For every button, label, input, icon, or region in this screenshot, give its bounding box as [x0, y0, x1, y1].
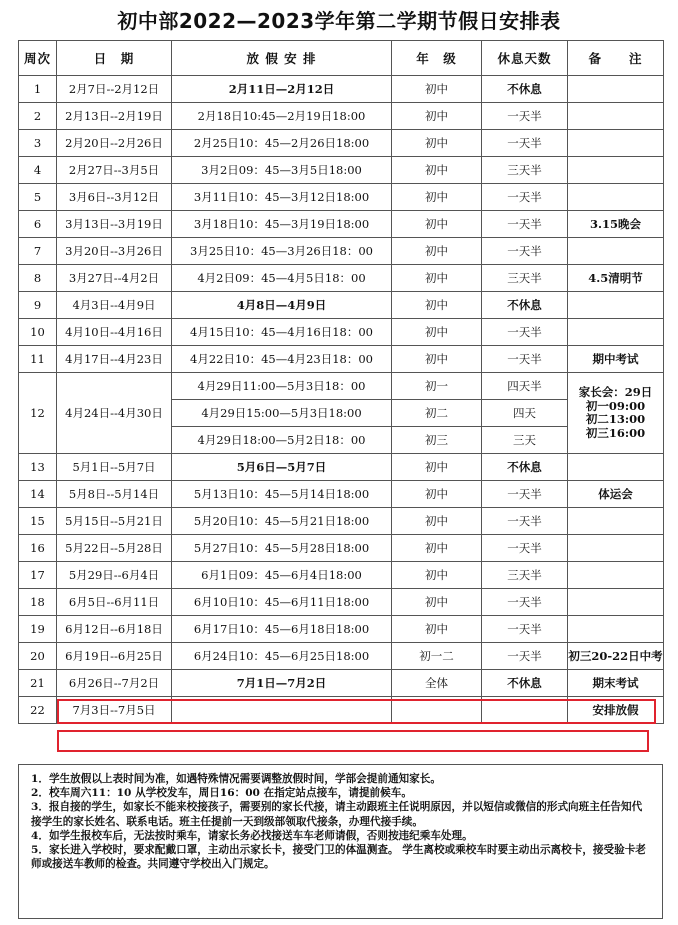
date-cell: 2月20日--2月26日: [57, 130, 172, 157]
days-cell: 一天半: [482, 508, 568, 535]
remark-cell: [568, 130, 664, 157]
plan-cell: 6月10日10：45—6月11日18:00: [172, 589, 392, 616]
week-cell: 12: [19, 373, 57, 454]
grade-cell: 初一: [392, 373, 482, 400]
table-row: [19, 670, 664, 697]
date-cell: 5月1日--5月7日: [57, 454, 172, 481]
plan-cell: 6月1日09：45—6月4日18:00: [172, 562, 392, 589]
week-cell: 20: [19, 643, 57, 670]
grade-cell: 初中: [392, 265, 482, 292]
grade-cell: 初中: [392, 157, 482, 184]
days-cell: 不休息: [482, 670, 568, 697]
date-cell: 6月5日--6月11日: [57, 589, 172, 616]
note-line: 5．家长进入学校时，要求配戴口罩，主动出示家长卡，接受门卫的体温测查。 学生离校或乘校车时要主动出示离校卡，接受验卡老师或接送车教师的检查。共同遵守学校出入门规定。: [31, 844, 646, 871]
remark-cell: 4.5清明节: [568, 265, 664, 292]
header-grade: 年 级: [392, 41, 482, 76]
grade-cell: 初一二: [392, 643, 482, 670]
week-cell: 19: [19, 616, 57, 643]
note-line: 1．学生放假以上表时间为准，如遇特殊情况需要调整放假时间，学部会提前通知家长。: [31, 773, 441, 785]
remark-cell: [568, 319, 664, 346]
week-cell: 16: [19, 535, 57, 562]
note-line: 3．报自接的学生，如家长不能来校接孩子，需要别的家长代接，请主动跟班主任说明原因，并以短信或微信的形式向班主任告知代接学生的家长姓名、联系电话。班主任提前一天到级部领取代接条，办理代接手续。: [31, 801, 643, 828]
highlight-row-22: [57, 730, 649, 752]
grade-cell: 初中: [392, 292, 482, 319]
date-cell: 4月17日--4月23日: [57, 346, 172, 373]
header-days: 休息天数: [482, 41, 568, 76]
table-row: [19, 616, 664, 643]
date-cell: 3月6日--3月12日: [57, 184, 172, 211]
date-cell: 7月3日--7月5日: [57, 697, 172, 724]
table-row: [19, 589, 664, 616]
plan-cell: 4月8日—4月9日: [172, 292, 392, 319]
remark-cell: [568, 589, 664, 616]
grade-cell: 初中: [392, 454, 482, 481]
remark-cell: [568, 76, 664, 103]
date-cell: 3月20日--3月26日: [57, 238, 172, 265]
table-row: [19, 292, 664, 319]
table-row: [19, 211, 664, 238]
plan-cell: 5月13日10：45—5月14日18:00: [172, 481, 392, 508]
days-cell: 一天半: [482, 238, 568, 265]
table-row: [19, 346, 664, 373]
page-title: 初中部2022—2023学年第二学期节假日安排表: [117, 9, 561, 33]
grade-cell: 初三: [392, 427, 482, 454]
days-cell: 四天半: [482, 373, 568, 400]
remark-cell: 期中考试: [568, 346, 664, 373]
days-cell: 不休息: [482, 454, 568, 481]
table-row: [19, 508, 664, 535]
week-cell: 17: [19, 562, 57, 589]
note-line: 2．校车周六11：10 从学校发车，周日16：00 在指定站点接车，请提前候车。: [31, 787, 412, 800]
plan-cell: 4月29日15:00—5月3日18:00: [172, 400, 392, 427]
plan-cell: 3月2日09：45—3月5日18:00: [172, 157, 392, 184]
plan-cell: 4月2日09：45—4月5日18：00: [172, 265, 392, 292]
grade-cell: 初中: [392, 508, 482, 535]
date-cell: 6月19日--6月25日: [57, 643, 172, 670]
remark-cell: [568, 562, 664, 589]
header-remark: 备 注: [568, 41, 664, 76]
remark-cell: 初三20-22日中考: [568, 643, 664, 670]
plan-cell: 3月25日10：45—3月26日18：00: [172, 238, 392, 265]
table-row: [19, 373, 664, 400]
grade-cell: 全体: [392, 670, 482, 697]
notes-box: [18, 764, 663, 919]
plan-cell: 4月29日18:00—5月2日18：00: [172, 427, 392, 454]
days-cell: 三天半: [482, 562, 568, 589]
plan-cell: 4月29日11:00—5月3日18：00: [172, 373, 392, 400]
remark-cell: [568, 508, 664, 535]
date-cell: 3月27日--4月2日: [57, 265, 172, 292]
date-cell: 4月3日--4月9日: [57, 292, 172, 319]
plan-cell: 5月6日—5月7日: [172, 454, 392, 481]
table-row: [19, 643, 664, 670]
days-cell: 不休息: [482, 76, 568, 103]
remark-cell: [568, 292, 664, 319]
week-cell: 9: [19, 292, 57, 319]
days-cell: 一天半: [482, 616, 568, 643]
grade-cell: 初中: [392, 535, 482, 562]
table-row: [19, 157, 664, 184]
date-cell: 5月8日--5月14日: [57, 481, 172, 508]
days-cell: 三天半: [482, 265, 568, 292]
days-cell: [482, 697, 568, 724]
date-cell: 2月7日--2月12日: [57, 76, 172, 103]
week-cell: 18: [19, 589, 57, 616]
week-cell: 11: [19, 346, 57, 373]
note-line: 4．如学生报校车后，无法按时乘车，请家长务必找接送车车老师请假，否则按违纪乘车处理。: [31, 829, 473, 842]
table-row: [19, 238, 664, 265]
table-row: [19, 76, 664, 103]
days-cell: 三天半: [482, 157, 568, 184]
plan-cell: 2月11日—2月12日: [172, 76, 392, 103]
plan-cell: 7月1日—7月2日: [172, 670, 392, 697]
plan-cell: 2月18日10:45—2月19日18:00: [172, 103, 392, 130]
week-cell: 7: [19, 238, 57, 265]
week-cell: 14: [19, 481, 57, 508]
grade-cell: 初中: [392, 481, 482, 508]
days-cell: 一天半: [482, 319, 568, 346]
plan-cell: 4月15日10：45—4月16日18：00: [172, 319, 392, 346]
days-cell: 三天: [482, 427, 568, 454]
days-cell: 一天半: [482, 184, 568, 211]
plan-cell: 5月20日10：45—5月21日18:00: [172, 508, 392, 535]
plan-cell: 6月24日10：45—6月25日18:00: [172, 643, 392, 670]
remark-cell: 安排放假: [568, 697, 664, 724]
remark-cell: [568, 103, 664, 130]
plan-cell: 2月25日10：45—2月26日18:00: [172, 130, 392, 157]
remark-cell: [568, 535, 664, 562]
remark-cell: [568, 454, 664, 481]
table-row: [19, 319, 664, 346]
date-cell: 3月13日--3月19日: [57, 211, 172, 238]
remark-cell: 期末考试: [568, 670, 664, 697]
plan-cell: 3月11日10：45—3月12日18:00: [172, 184, 392, 211]
remark-cell: [568, 238, 664, 265]
remark-line: 初一09:00: [585, 398, 646, 413]
days-cell: 不休息: [482, 292, 568, 319]
days-cell: 四天: [482, 400, 568, 427]
remark-cell: [568, 184, 664, 211]
days-cell: 一天半: [482, 643, 568, 670]
grade-cell: 初中: [392, 616, 482, 643]
date-cell: 2月13日--2月19日: [57, 103, 172, 130]
remark-line: 家长会：29日: [578, 385, 653, 399]
grade-cell: 初中: [392, 184, 482, 211]
days-cell: 一天半: [482, 346, 568, 373]
header-week: 周次: [19, 41, 57, 76]
week-cell: 13: [19, 454, 57, 481]
date-cell: 4月24日--4月30日: [57, 373, 172, 454]
plan-cell: 6月17日10：45—6月18日18:00: [172, 616, 392, 643]
days-cell: 一天半: [482, 535, 568, 562]
remark-cell: 体运会: [568, 481, 664, 508]
date-cell: 6月26日--7月2日: [57, 670, 172, 697]
grade-cell: 初二: [392, 400, 482, 427]
table-row: [19, 535, 664, 562]
week-cell: 15: [19, 508, 57, 535]
date-cell: 4月10日--4月16日: [57, 319, 172, 346]
grade-cell: 初中: [392, 211, 482, 238]
date-cell: 5月29日--6月4日: [57, 562, 172, 589]
date-cell: 6月12日--6月18日: [57, 616, 172, 643]
date-cell: 5月22日--5月28日: [57, 535, 172, 562]
week-cell: 4: [19, 157, 57, 184]
remark-line: 初二13:00: [585, 412, 646, 426]
remark-cell: [568, 616, 664, 643]
table-header-row: [19, 41, 664, 76]
grade-cell: 初中: [392, 562, 482, 589]
week-cell: 21: [19, 670, 57, 697]
plan-cell: 3月18日10：45—3月19日18:00: [172, 211, 392, 238]
grade-cell: 初中: [392, 76, 482, 103]
days-cell: 一天半: [482, 130, 568, 157]
week-cell: 22: [19, 697, 57, 724]
remark-cell: [568, 157, 664, 184]
week-cell: 5: [19, 184, 57, 211]
week-cell: 2: [19, 103, 57, 130]
grade-cell: 初中: [392, 589, 482, 616]
table-row: [19, 265, 664, 292]
days-cell: 一天半: [482, 589, 568, 616]
remark-line: 初三16:00: [585, 425, 646, 440]
week-cell: 1: [19, 76, 57, 103]
date-cell: 2月27日--3月5日: [57, 157, 172, 184]
plan-cell: [172, 697, 392, 724]
week-cell: 3: [19, 130, 57, 157]
header-date: 日 期: [57, 41, 172, 76]
table-row: [19, 130, 664, 157]
grade-cell: 初中: [392, 346, 482, 373]
table-row: [19, 103, 664, 130]
grade-cell: [392, 697, 482, 724]
schedule-table: [18, 40, 664, 724]
plan-cell: 5月27日10：45—5月28日18:00: [172, 535, 392, 562]
grade-cell: 初中: [392, 103, 482, 130]
week-cell: 8: [19, 265, 57, 292]
table-row: [19, 562, 664, 589]
remark-cell: 3.15晚会: [568, 211, 664, 238]
table-row: [19, 454, 664, 481]
week-cell: 6: [19, 211, 57, 238]
days-cell: 一天半: [482, 211, 568, 238]
days-cell: 一天半: [482, 103, 568, 130]
date-cell: 5月15日--5月21日: [57, 508, 172, 535]
table-row: [19, 697, 664, 724]
grade-cell: 初中: [392, 130, 482, 157]
table-row: [19, 481, 664, 508]
grade-cell: 初中: [392, 238, 482, 265]
grade-cell: 初中: [392, 319, 482, 346]
days-cell: 一天半: [482, 481, 568, 508]
table-row: [19, 184, 664, 211]
plan-cell: 4月22日10：45—4月23日18：00: [172, 346, 392, 373]
header-arrangement: 放 假 安 排: [172, 41, 392, 76]
week-cell: 10: [19, 319, 57, 346]
remark-cell-parent-meeting: [568, 373, 664, 454]
